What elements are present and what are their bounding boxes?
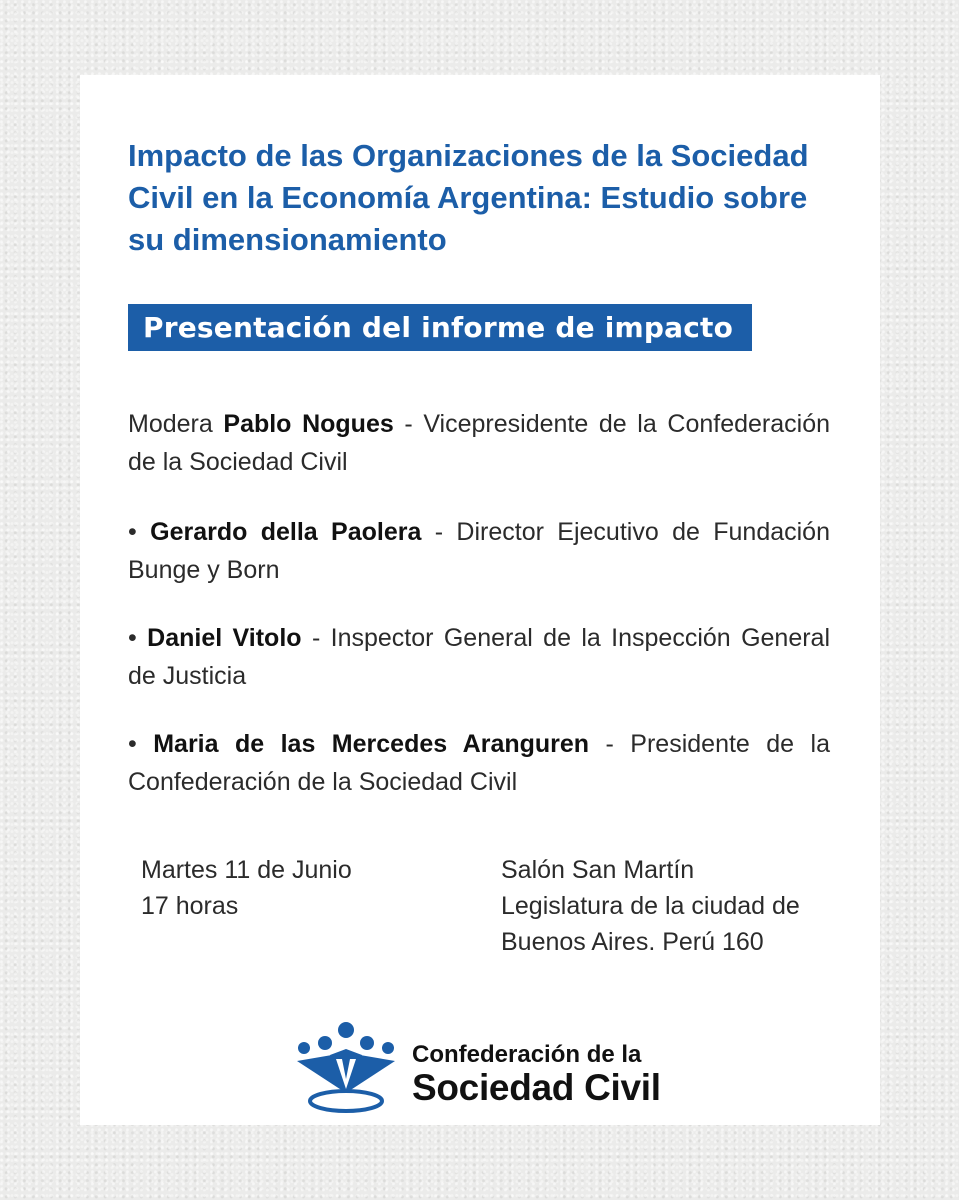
organization-logo <box>294 1021 674 1121</box>
event-where <box>501 852 800 960</box>
speaker-item <box>128 619 830 695</box>
page-title: Impacto de las Organizaciones de la Sociedad Civil en la Economía Argentina: Estudio sobre su dimensionamiento <box>128 138 809 257</box>
flyer-card <box>80 75 880 1125</box>
moderator-lead: Modera <box>128 410 213 438</box>
speaker-item <box>128 725 830 801</box>
speaker-name: Daniel Vitolo <box>147 624 302 652</box>
event-date: Martes 11 de Junio <box>141 856 352 884</box>
speaker-name: Maria de las Mercedes Aranguren <box>153 730 590 758</box>
speaker-role: - Presidente de la Confederación de la Sociedad Civil <box>128 730 830 796</box>
moderator-name: Pablo Nogues <box>223 410 394 438</box>
moderator-role: - Vicepresidente de la Confederación de la Sociedad Civil <box>128 410 831 476</box>
speaker-role: - Inspector General de la Inspección General de Justicia <box>128 624 831 690</box>
moderator-line <box>128 405 830 481</box>
logo-line-1: Confederación de la <box>412 1041 642 1068</box>
event-when <box>141 852 352 924</box>
logo-line-2: Sociedad Civil <box>412 1067 661 1108</box>
bullet: • <box>128 730 137 758</box>
venue-name: Salón San Martín <box>501 856 695 884</box>
speaker-item <box>128 513 830 589</box>
people-circle-logo-icon <box>294 1021 399 1116</box>
bullet: • <box>128 518 137 546</box>
speaker-role: - Director Ejecutivo de Fundación Bunge y Born <box>128 518 830 584</box>
event-time: 17 horas <box>141 892 239 920</box>
venue-address-line2: Buenos Aires. Perú 160 <box>501 928 764 956</box>
venue-address-line1: Legislatura de la ciudad de <box>501 892 800 920</box>
section-banner: Presentación del informe de impacto <box>128 304 752 351</box>
bullet: • <box>128 624 137 652</box>
speaker-name: Gerardo della Paolera <box>150 518 422 546</box>
